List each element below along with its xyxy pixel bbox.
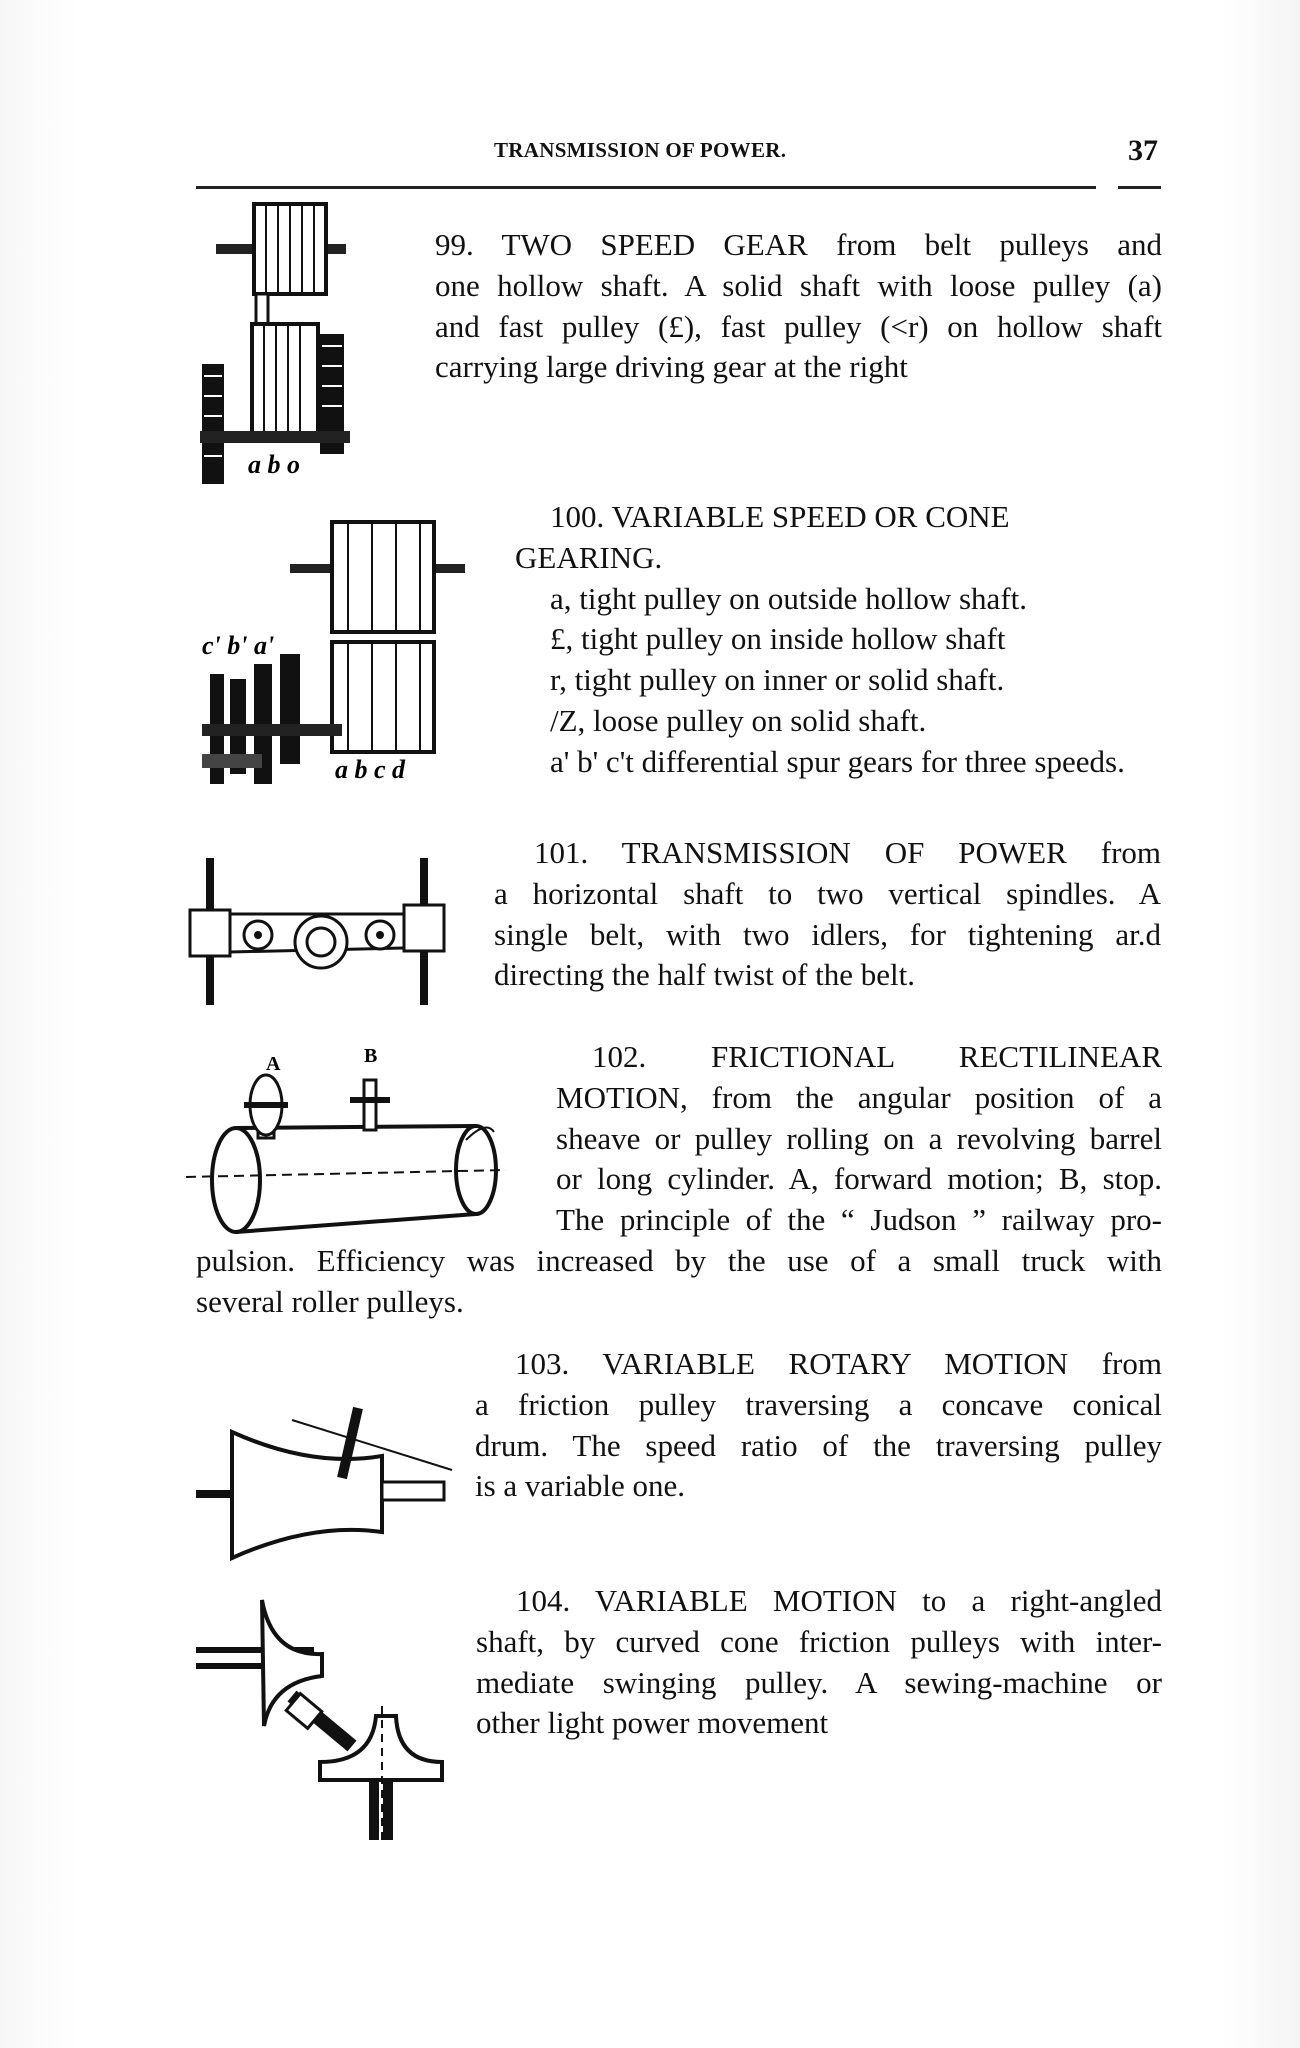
figure-104-curved-cone-friction [192,1596,452,1846]
paragraph-101-line-3: single belt, with two idlers, for tightening ar.d [494,916,1161,952]
page-number: 37 [1128,134,1158,167]
paragraph-99-line-4: carrying large driving gear at the right [435,349,908,385]
paragraph-102 [556,1037,1162,1241]
figure-102-label-b: B [364,1045,378,1067]
paragraph-103-line-1: 103. VARIABLE ROTARY MOTION from [515,1346,1162,1381]
paragraph-100 [515,497,1235,783]
paragraph-104 [476,1581,1162,1744]
figure-103-conical-drum [192,1398,462,1568]
paragraph-102-line-1: 102. FRICTIONAL RECTILINEAR [592,1039,1162,1074]
paragraph-102-line-7: several roller pulleys. [196,1283,464,1319]
paragraph-103-line-2: a friction pulley traversing a concave conical [475,1386,1162,1422]
paragraph-99 [435,225,1162,388]
figure-101-belt-transmission [186,850,456,1010]
paragraph-104-line-1: 104. VARIABLE MOTION to a right-angled [516,1583,1162,1618]
paragraph-100-line-6: /Z, loose pulley on solid shaft. [550,702,927,738]
paragraph-100-line-4: £, tight pulley on inside hollow shaft [550,621,1006,657]
paragraph-104-line-2: shaft, by curved cone friction pulleys with inter- [476,1623,1162,1659]
figure-100-label-top: c' b' a' [202,631,275,660]
header-rule-short [1118,186,1161,189]
paragraph-102-line-6: pulsion. Efficiency was increased by the use of a small truck with [196,1243,1162,1278]
paragraph-103 [475,1344,1162,1507]
paragraph-101-line-4: directing the half twist of the belt. [494,957,915,993]
paragraph-101-line-2: a horizontal shaft to two vertical spindles. A [494,875,1161,911]
paragraph-100-line-3: a, tight pulley on outside hollow shaft. [550,580,1028,616]
paragraph-99-line-1: 99. TWO SPEED GEAR from belt pulleys and [435,227,1162,262]
paragraph-103-line-4: is a variable one. [475,1468,686,1504]
paragraph-104-line-4: other light power movement [476,1705,829,1741]
paragraph-102-line-5: The principle of the “ Judson ” railway pro- [556,1202,1162,1238]
paragraph-102-continued [196,1241,1162,1323]
paragraph-101-line-1: 101. TRANSMISSION OF POWER from [534,835,1161,870]
header-rule [196,186,1096,189]
paragraph-100-line-5: r, tight pulley on inner or solid shaft. [550,662,1005,698]
paragraph-100-line-1: 100. VARIABLE SPEED OR CONE [550,499,1010,534]
paragraph-99-line-3: and fast pulley (£), fast pulley (<r) on hollow shaft [435,308,1162,344]
figure-102-label-a: A [266,1053,281,1075]
paragraph-104-line-3: mediate swinging pulley. A sewing-machine or [476,1664,1162,1700]
paragraph-100-line-7: a' b' c't differential spur gears for three speeds. [550,743,1125,779]
figure-102-frictional-rectilinear [186,1040,506,1240]
figure-99-label: a b o [248,450,300,479]
paragraph-99-line-2: one hollow shaft. A solid shaft with loose pulley (a) [435,267,1162,303]
paragraph-103-line-3: drum. The speed ratio of the traversing pulley [475,1427,1162,1463]
running-header: TRANSMISSION OF POWER. [494,138,787,162]
paragraph-102-line-3: sheave or pulley rolling on a revolving barrel [556,1120,1162,1156]
paragraph-101 [494,833,1161,996]
figure-99-two-speed-gear [196,196,366,496]
paragraph-102-line-2: MOTION, from the angular position of a [556,1079,1162,1115]
figure-100-label: a b c d [335,755,406,784]
paragraph-102-line-4: or long cylinder. A, forward motion; B, stop. [556,1161,1162,1197]
paragraph-100-line-2: GEARING. [515,539,663,575]
figure-100-cone-gearing [200,514,470,804]
